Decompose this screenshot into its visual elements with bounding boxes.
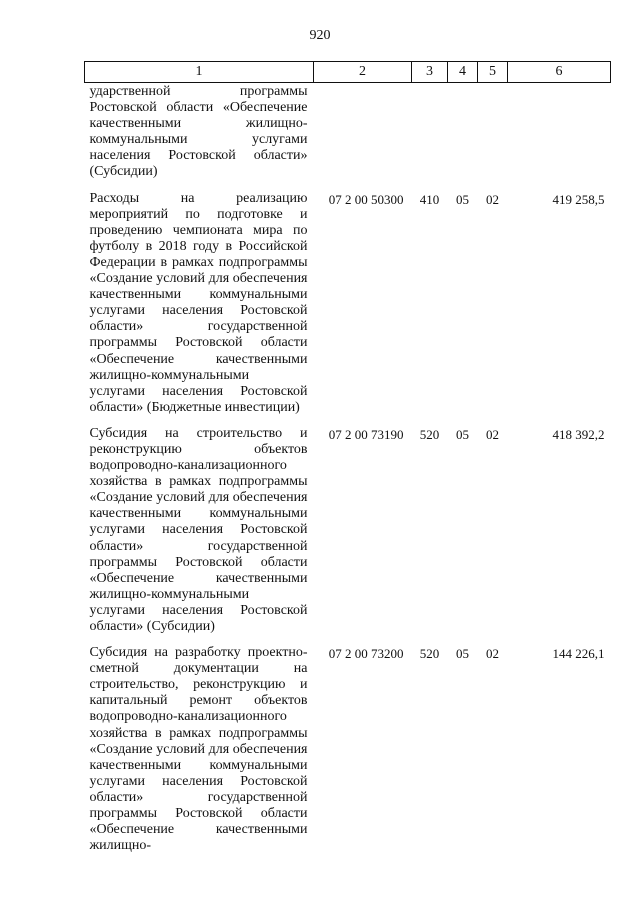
row-section: 05 <box>456 191 469 207</box>
column-header: 3 <box>412 62 448 83</box>
row-expense-type: 520 <box>419 646 440 662</box>
row-section: 05 <box>456 426 469 442</box>
column-header: 1 <box>85 62 314 83</box>
row-section <box>448 83 478 181</box>
row-section: 05 <box>456 646 469 662</box>
row-description: ударственной программы Ростовской области «Обеспечение качественными жилищно-коммунальными услугами населения Ростовской области» (Субсидии) <box>89 84 308 180</box>
row-amount <box>508 83 611 181</box>
row-subsection: 02 <box>486 646 499 662</box>
row-amount: 144 226,1 <box>552 646 605 662</box>
row-expense-type: 520 <box>419 426 440 442</box>
row-target-code: 07 2 00 73190 <box>328 426 404 442</box>
row-amount: 418 392,2 <box>552 426 605 442</box>
column-header: 4 <box>448 62 478 83</box>
budget-table <box>84 61 611 854</box>
row-target-code: 07 2 00 50300 <box>328 191 404 207</box>
column-header: 5 <box>478 62 508 83</box>
row-description: Субсидия на разработку проектно-сметной документации на строительство, реконструкцию и капитальный ремонт объектов водопроводно-канализационного хозяйства в рамках подпрограммы «Создание условий для обеспечения качественными коммунальными услугами населения Ростовской области» государственной программы Ростовской области «Обеспечение качественными жилищно- <box>89 645 308 854</box>
row-amount: 419 258,5 <box>552 191 605 207</box>
column-header: 2 <box>314 62 412 83</box>
row-target-code <box>314 83 412 181</box>
row-target-code: 07 2 00 73200 <box>328 646 404 662</box>
row-expense-type: 410 <box>419 191 440 207</box>
row-description: Субсидия на строительство и реконструкцию объектов водопроводно-канализационного хозяйства в рамках подпрограммы «Создание условий для обеспечения качественными коммунальными услугами населения Ростовской области» государственной программы Ростовской области «Обеспечение качественными жилищно-коммунальными услугами населения Ростовской области» (Субсидии) <box>89 425 308 634</box>
column-header: 6 <box>508 62 611 83</box>
table-row <box>85 181 611 416</box>
table-row <box>85 416 611 635</box>
row-subsection: 02 <box>486 191 499 207</box>
table-header <box>85 62 611 83</box>
page-number: 920 <box>309 28 331 43</box>
row-expense-type <box>412 83 448 181</box>
row-subsection: 02 <box>486 426 499 442</box>
row-subsection <box>478 83 508 181</box>
table-row <box>85 635 611 854</box>
row-description: Расходы на реализацию мероприятий по подготовке и проведению чемпионата мира по футболу в 2018 году в Российской Федерации в рамках подпрограммы «Создание условий для обеспечения качественными коммунальными услугами населения Ростовской области» государственной программы Ростовской области «Обеспечение качественными жилищно-коммунальными услугами населения Ростовской области» (Бюджетные инвестиции) <box>89 190 308 415</box>
table-row <box>85 83 611 181</box>
